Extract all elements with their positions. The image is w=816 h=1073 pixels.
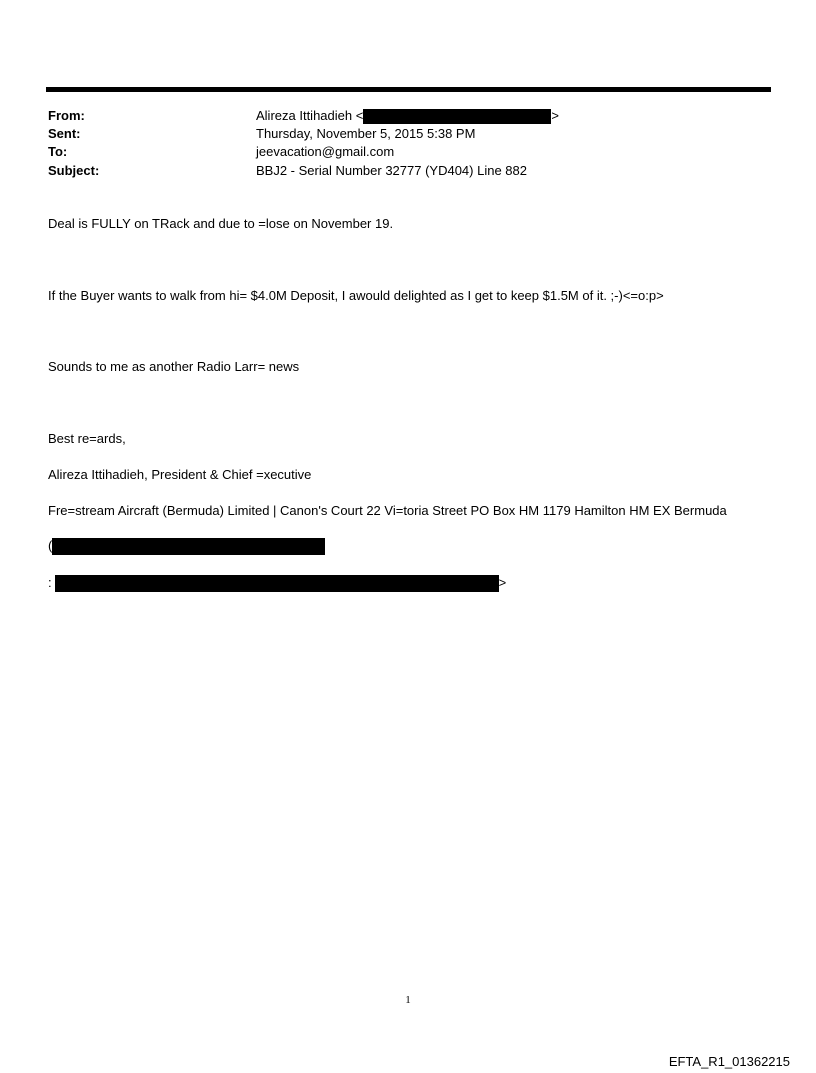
header-rule bbox=[46, 87, 771, 92]
sent-row bbox=[48, 125, 768, 143]
sent-value: Thursday, November 5, 2015 5:38 PM bbox=[256, 126, 476, 141]
from-value bbox=[256, 107, 559, 125]
to-row bbox=[48, 143, 768, 161]
sent-label: Sent: bbox=[48, 126, 81, 141]
from-label: From: bbox=[48, 108, 85, 123]
to-value: jeevacation@gmail.com bbox=[256, 144, 395, 159]
subject-label: Subject: bbox=[48, 163, 100, 178]
signature-email-row bbox=[48, 574, 506, 592]
page-number: 1 bbox=[405, 994, 411, 1006]
redaction-block bbox=[52, 538, 325, 555]
signature-phone-row bbox=[48, 537, 325, 555]
redaction-block bbox=[363, 109, 551, 124]
signature-name: Alireza Ittihadieh, President & Chief =xecutive bbox=[48, 467, 312, 482]
body-line-deal: Deal is FULLY on TRack and due to =lose on November 19. bbox=[48, 216, 394, 231]
body-line-buyer: If the Buyer wants to walk from hi= $4.0M Deposit, I awould delighted as I get to keep $1.5M of it. ;-)<=o:p> bbox=[48, 288, 664, 303]
body-line-regards: Best re=ards, bbox=[48, 431, 126, 446]
from-close: > bbox=[551, 108, 559, 123]
body-line-radio: Sounds to me as another Radio Larr= news bbox=[48, 359, 300, 374]
email-suffix: > bbox=[498, 575, 507, 590]
phone-prefix: ( bbox=[48, 538, 53, 553]
from-row bbox=[48, 107, 768, 125]
from-name: Alireza Ittihadieh < bbox=[256, 108, 364, 123]
to-label: To: bbox=[48, 144, 68, 159]
signature-company: Fre=stream Aircraft (Bermuda) Limited | Canon's Court 22 Vi=toria Street PO Box HM 1179 Hamilton HM EX Bermuda bbox=[48, 503, 727, 518]
bates-number: EFTA_R1_01362215 bbox=[668, 1054, 790, 1069]
subject-row bbox=[48, 162, 768, 180]
subject-value: BBJ2 - Serial Number 32777 (YD404) Line 882 bbox=[256, 163, 527, 178]
email-prefix: : bbox=[48, 575, 52, 590]
redaction-block bbox=[55, 575, 499, 592]
